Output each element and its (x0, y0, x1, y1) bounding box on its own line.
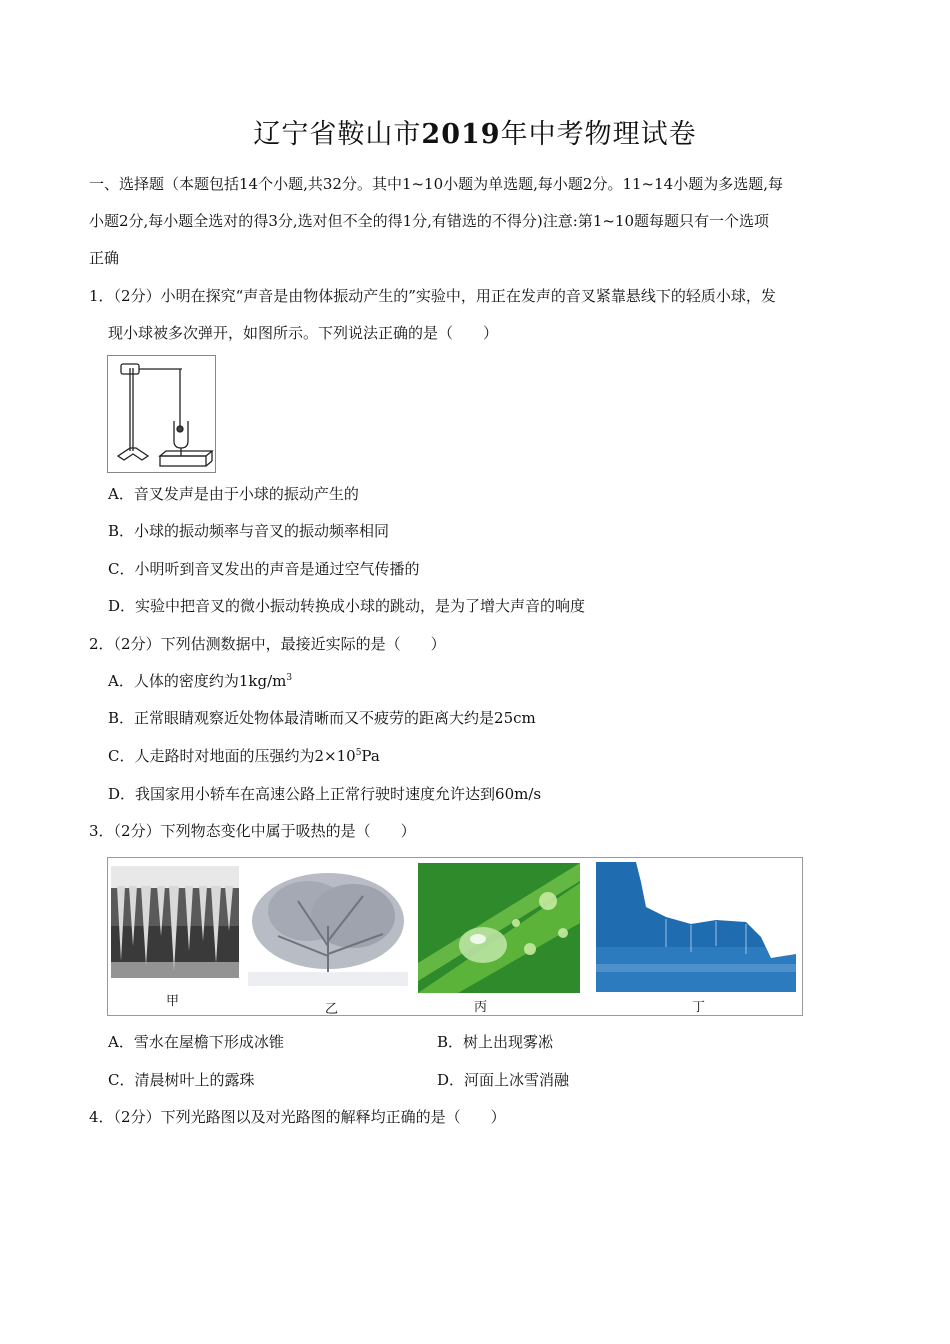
q2-option-b: B．正常眼睛观察近处物体最清晰而又不疲劳的距离大约是25cm (108, 709, 536, 727)
caption-jia: 甲 (166, 994, 180, 1009)
q2-stem: 2．（2分）下列估测数据中，最接近实际的是（ ） (89, 635, 446, 653)
q3-option-a: A．雪水在屋檐下形成冰锥 (108, 1033, 284, 1051)
dewdrop-leaf-photo (418, 863, 580, 993)
q1-stem-line-2: 现小球被多次弹开，如图所示。下列说法正确的是（ ） (108, 324, 499, 342)
caption-bing: 丙 (474, 1000, 488, 1015)
q2-option-c-text: C．人走路时对地面的压强约为2×10 (108, 747, 356, 765)
caption-ding: 丁 (692, 1000, 706, 1015)
q1-stem-line-1: 1．（2分）小明在探究“声音是由物体振动产生的”实验中，用正在发声的音叉紧靠悬线下的轻质小球，发 (89, 287, 776, 305)
section-heading-line-3: 正确 (89, 249, 120, 267)
q3-option-d: D．河面上冰雪消融 (437, 1071, 570, 1089)
melting-ice-river-photo (596, 862, 796, 992)
section-heading-line-1: 一、选择题（本题包括14个小题,共32分。其中1~10小题为单选题,每小题2分。11~14小题为多选题,每 (89, 175, 783, 193)
section-heading-line-2: 小题2分,每小题全选对的得3分,选对但不全的得1分,有错选的不得分)注意:第1~10题每题只有一个选项 (89, 212, 770, 230)
q1-option-b: B．小球的振动频率与音叉的振动频率相同 (108, 522, 390, 540)
q3-photo-panel (107, 857, 803, 1016)
q1-option-d: D．实验中把音叉的微小振动转换成小球的跳动，是为了增大声音的响度 (108, 597, 586, 615)
q2-option-a-text: A．人体的密度约为1kg/m (108, 672, 287, 690)
q4-stem: 4．（2分）下列光路图以及对光路图的解释均正确的是（ ） (89, 1108, 506, 1126)
q2-option-c-exponent: 5 (355, 748, 362, 758)
caption-yi: 乙 (325, 1002, 339, 1017)
q2-option-c-unit: Pa (361, 747, 380, 765)
q2-option-a-exponent: 3 (286, 673, 293, 683)
q2-option-c (108, 746, 380, 766)
q3-stem: 3．（2分）下列物态变化中属于吸热的是（ ） (89, 822, 416, 840)
q1-option-a: A．音叉发声是由于小球的振动产生的 (108, 485, 359, 503)
page-title: 辽宁省鞍山市2019年中考物理试卷 (253, 119, 697, 150)
q1-tuning-fork-figure (107, 355, 216, 473)
q3-option-b: B．树上出现雾凇 (437, 1033, 554, 1051)
q1-option-c: C．小明听到音叉发出的声音是通过空气传播的 (108, 560, 420, 578)
rime-tree-photo (248, 866, 408, 986)
q2-option-d: D．我国家用小轿车在高速公路上正常行驶时速度允许达到60m/s (108, 785, 542, 803)
icicles-photo (111, 866, 239, 978)
q2-option-a (108, 671, 292, 691)
q3-option-c: C．清晨树叶上的露珠 (108, 1071, 255, 1089)
